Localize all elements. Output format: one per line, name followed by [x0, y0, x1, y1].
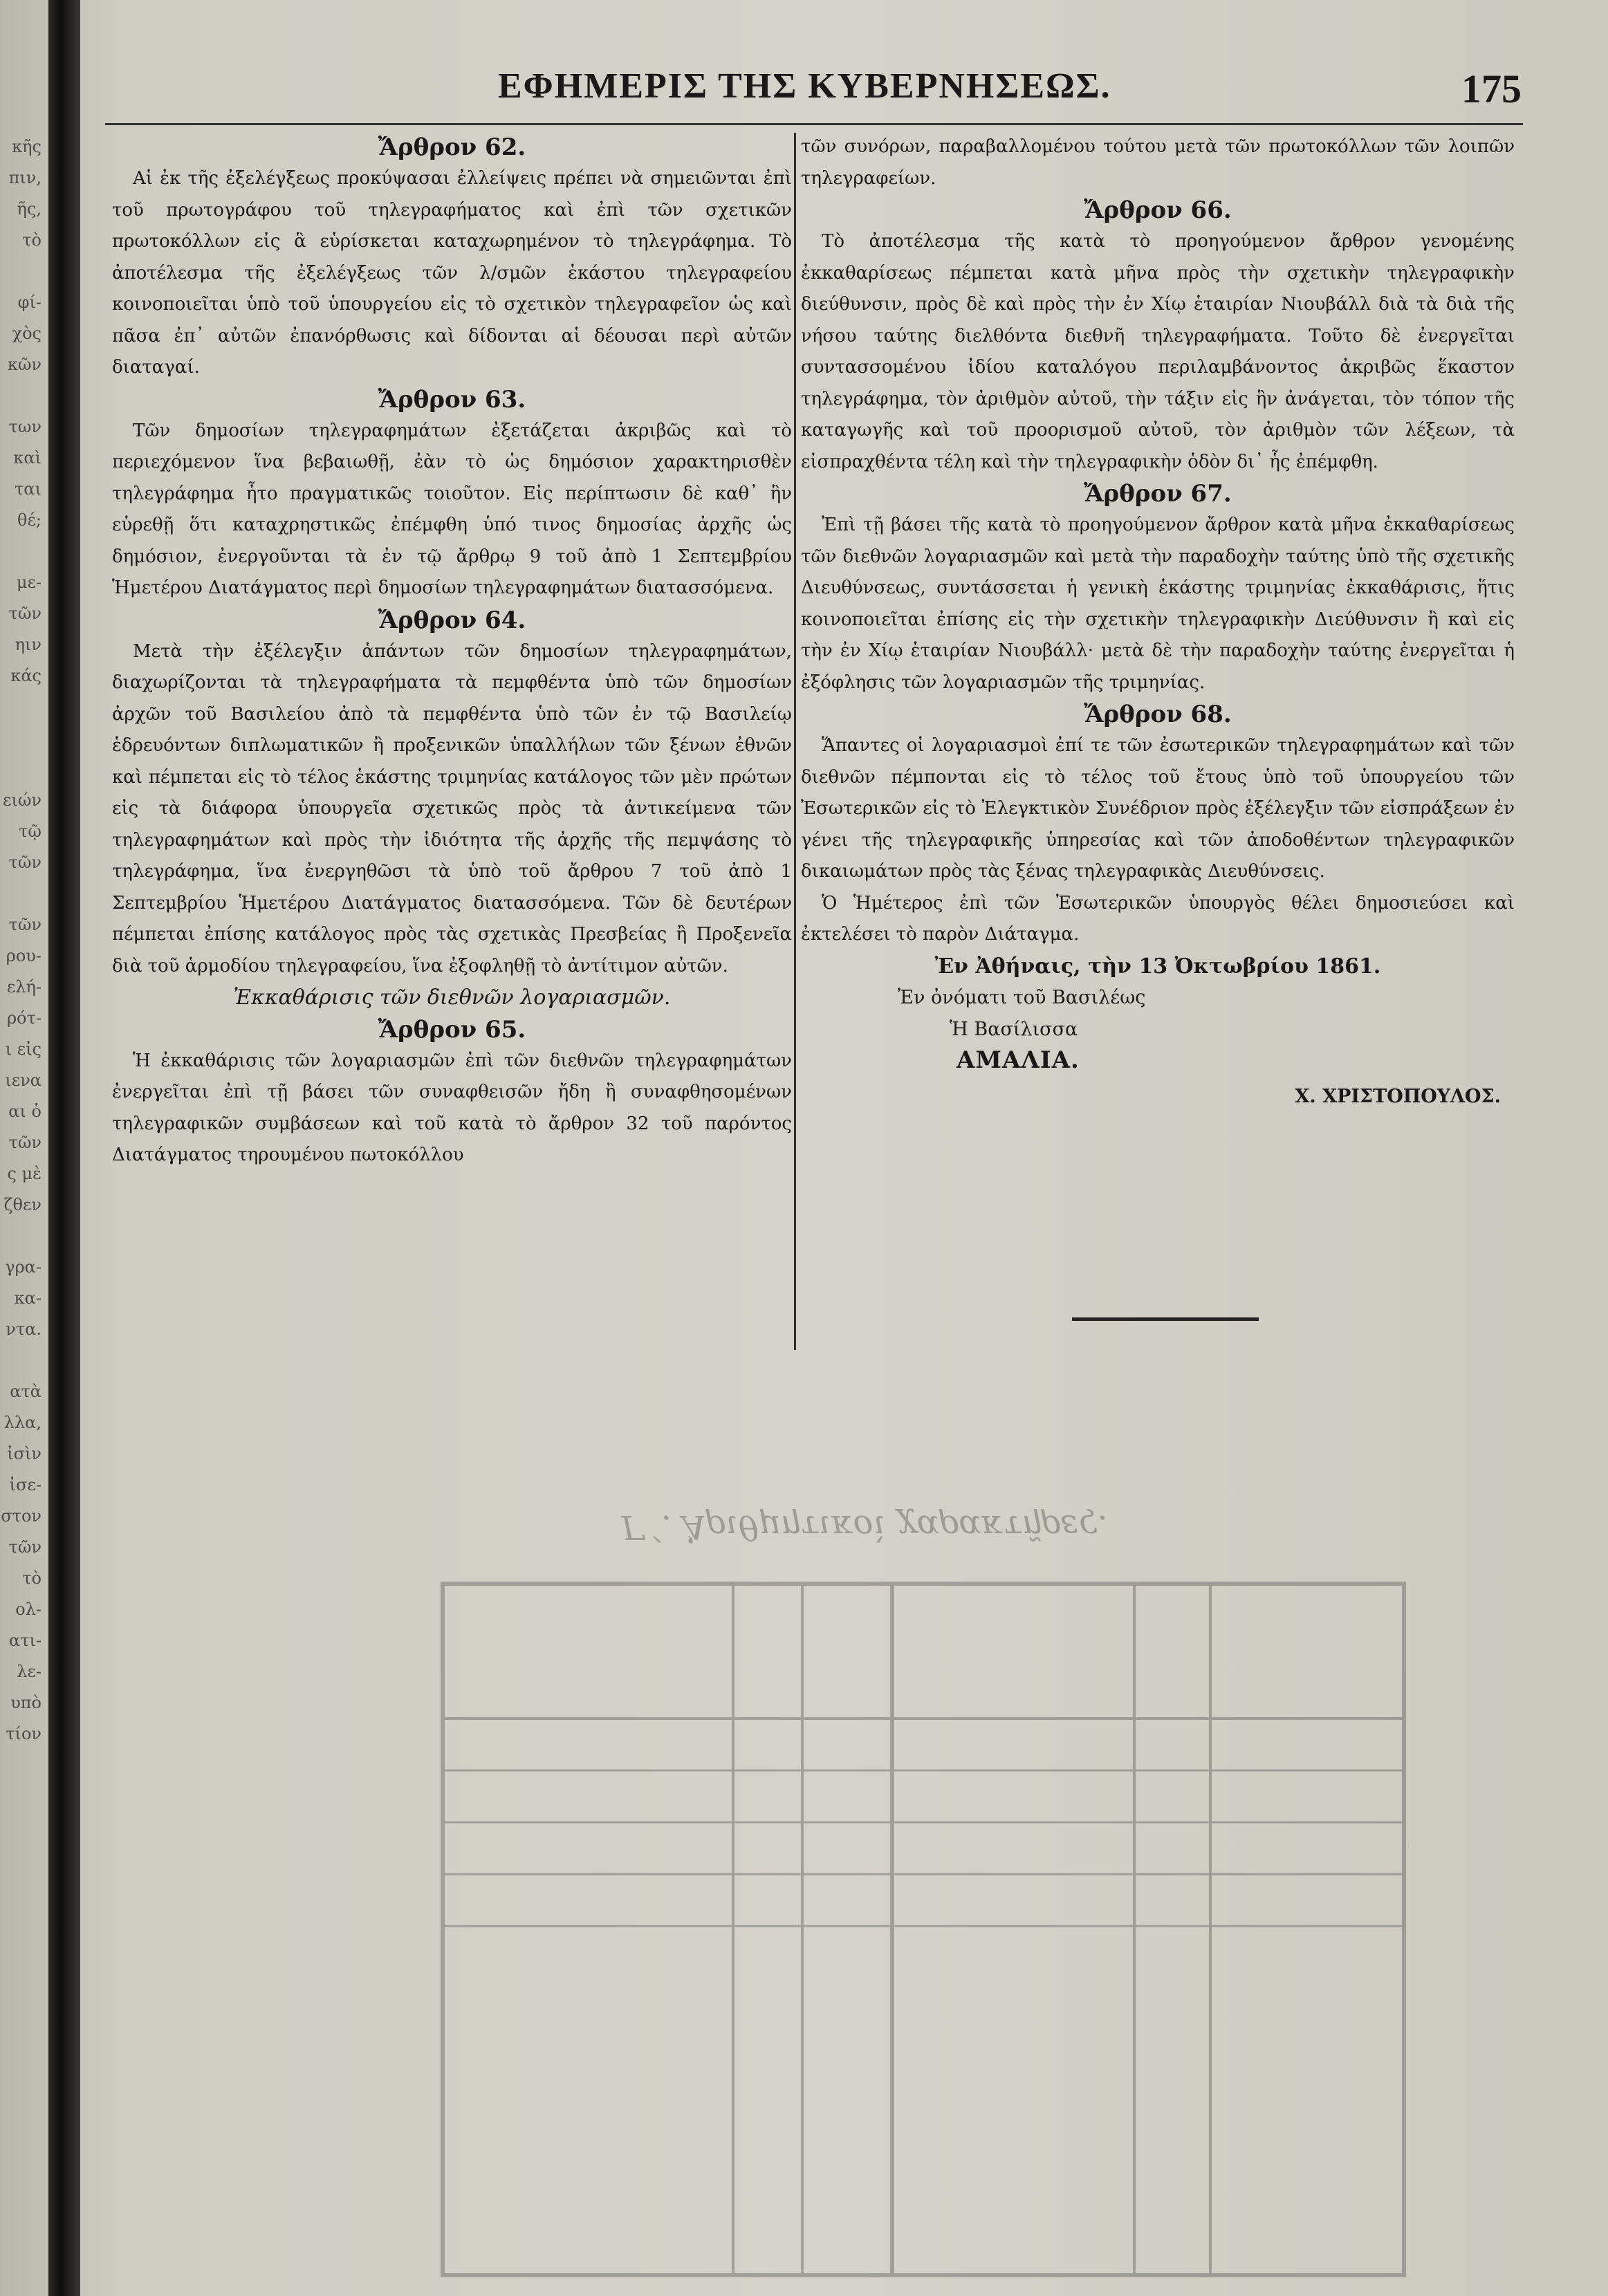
margin-fragment: των	[8, 417, 41, 436]
continued-text: τῶν συνόρων, παραβαλλομένου τούτου μετὰ τῶν πρωτοκόλλων τῶν λοιπῶν τηλεγραφείων.	[801, 136, 1515, 189]
margin-fragment: κα-	[14, 1288, 41, 1308]
margin-fragment	[0, 723, 46, 754]
margin-fragment: ατὰ	[10, 1382, 41, 1401]
left-column	[112, 131, 792, 1172]
bleed-through-table	[443, 1584, 1404, 2275]
margin-fragment: τὸ	[22, 1568, 41, 1588]
margin-fragment: γρα-	[5, 1257, 41, 1277]
margin-fragment	[0, 536, 46, 567]
margin-fragment: τίον	[6, 1724, 41, 1743]
margin-fragment: ῆς,	[17, 199, 41, 219]
margin-fragment: στον	[1, 1506, 41, 1526]
margin-fragment	[0, 380, 46, 411]
margin-fragment: κῶν	[7, 355, 41, 374]
article-66-text: Τὸ ἀποτέλεσμα τῆς κατὰ τὸ προηγούμενον ἄρθρον γενομένης ἐκκαθαρίσεως πέμπεται κατὰ μῆνα πρὸς τὴν σχετικὴν τηλεγραφικὴν διεύθυνσιν, πρὸς δὲ καὶ πρὸς τὴν ἐν Χίῳ ἑταιρίαν Νιουβάλλ διὰ τὰ διὰ τῆς νήσου ταύτης διελθόντα διεθνῆ τηλεγραφήματα. Τοῦτο δὲ ἐνεργεῖται συντασσομένου ἰδίου καταλόγου περιλαμβάνοντος ἀκριβῶς ἕκαστον τηλεγράφημα, τὸν ἀριθμὸν αὐτοῦ, τὴν τάξιν εἰς ἣν ἀνάγεται, τὸν τόπον τῆς καταγωγῆς καὶ τοῦ προορισμοῦ αὐτοῦ, τὸν ἀριθμὸν τῶν λέξεων, τὰ εἰσπραχθέντα τέλη καὶ τὴν τηλεγραφικὴν ὁδὸν δι᾽ ἧς ἐπέμφθη.	[801, 231, 1515, 472]
signature-queen: ΑΜΑΛΙΑ.	[957, 1046, 1080, 1074]
article-67-title: Ἄρθρον 67.	[1084, 480, 1232, 508]
margin-fragment: ειών	[2, 790, 41, 810]
margin-fragment: ται	[15, 479, 41, 499]
bleed-through-heading: Γ΄. Ἀριθμητικοὶ χαρακτῆρες.	[621, 1508, 1108, 1546]
margin-fragment	[0, 1345, 46, 1376]
article-65-title: Ἄρθρον 65.	[378, 1015, 526, 1044]
margin-fragment: ντα.	[6, 1320, 41, 1339]
margin-fragment	[0, 1221, 46, 1252]
margin-fragment: ιενα	[5, 1071, 41, 1090]
header-rule	[105, 123, 1523, 125]
article-68-text: Ἅπαντες οἱ λογαριασμοὶ ἐπί τε τῶν ἐσωτερικῶν τηλεγραφημάτων καὶ τῶν διεθνῶν πέμπονται εἰς τὸ τέλος τοῦ ἔτους ὑπὸ τοῦ ὑπουργείου τῶν Ἐσωτερικῶν εἰς τὸ Ἐλεγκτικὸν Συνέδριον πρὸς ἐξέλεγξιν τῶν εἰσπράξεων ἐν γένει τῆς τηλεγραφικῆς ὑπηρεσίας καὶ τῶν ἀποδοθέντων τηλεγραφικῶν δικαιωμάτων πρὸς τὰς ξένας τηλεγραφικὰς Διευθύνσεις.	[801, 735, 1515, 882]
signature-line-1: Ἐν ὀνόματι τοῦ Βασιλέως	[898, 987, 1146, 1008]
margin-fragment: τῶν	[8, 853, 41, 872]
book-spine	[48, 0, 80, 2296]
article-67-text: Ἐπὶ τῇ βάσει τῆς κατὰ τὸ προηγούμενον ἄρθρον κατὰ μῆνα ἐκκαθαρίσεως τῶν διεθνῶν λογαριασμῶν καὶ μετὰ τὴν παραδοχὴν ταύτης ὑπὸ τῆς σχετικῆς Διευθύνσεως, συντάσσεται ἡ γενικὴ ἑκάστης τριμηνίας ἐκκαθάρισις, ἥτις κοινοποιεῖται ἐπίσης εἰς τὴν σχετικὴν τηλεγραφικὴν Διεύθυνσιν ἢ καὶ εἰς τὴν ἐν Χίῳ ἑταιρίαν Νιουβάλλ· μετὰ δὲ τὴν παραδοχὴν ταύτης ἐνεργεῖται ἡ ἐξόφλησις τῶν λογαριασμῶν τῆς τριμηνίας.	[801, 515, 1515, 693]
margin-fragment: ἰσε-	[9, 1475, 41, 1494]
margin-fragment: θέ;	[17, 510, 41, 530]
margin-fragment: τῶν	[8, 604, 41, 623]
article-62-text: Αἱ ἐκ τῆς ἐξελέγξεως προκύψασαι ἐλλείψεις πρέπει νὰ σημειῶνται ἐπὶ τοῦ πρωτογράφου τοῦ τηλεγραφήματος καὶ ἐπὶ τῶν σχετικῶν πρωτοκόλλων εἰς ἃ εὑρίσκεται καταχωρημένον τὸ τηλεγράφημα. Τὸ ἀποτέλεσμα τῆς ἐξελέγξεως τῶν λ/σμῶν ἑκάστου τηλεγραφείου κοινοποιεῖται ὑπὸ τοῦ ὑπουργείου εἰς τὸ σχετικὸν τηλεγραφεῖον ὡς καὶ πᾶσα ἐπ᾽ αὐτῶν ἐπανόρθωσις καὶ δίδονται αἱ δέουσαι περὶ αὐτῶν διαταγαί.	[112, 168, 792, 378]
article-68-title: Ἄρθρον 68.	[1084, 701, 1232, 728]
margin-fragment: τῶν	[8, 915, 41, 934]
article-66-title: Ἄρθρον 66.	[1084, 196, 1232, 224]
margin-fragment: τῶν	[8, 1133, 41, 1152]
margin-fragment: φί-	[17, 293, 41, 312]
margin-fragment: ζθεν	[3, 1195, 41, 1214]
margin-fragment: τῶν	[8, 1537, 41, 1557]
margin-fragment: ρου-	[6, 946, 41, 965]
margin-fragment	[0, 256, 46, 287]
margin-fragment: λλα,	[3, 1413, 41, 1432]
page-header	[498, 66, 1522, 114]
article-62-title: Ἄρθρον 62.	[378, 133, 526, 161]
margin-fragment: ατι-	[8, 1631, 41, 1650]
margin-fragment: κῆς	[12, 137, 41, 156]
signature-minister: Χ. ΧΡΙΣΤΟΠΟΥΛΟΣ.	[1295, 1085, 1501, 1107]
margin-fragment: αι ὁ	[8, 1102, 41, 1121]
section-heading: Ἐκκαθάρισις τῶν διεθνῶν λογαριασμῶν.	[233, 985, 671, 1010]
margin-fragment: πιν,	[8, 168, 41, 187]
article-64-text: Μετὰ τὴν ἐξέλεγξιν ἁπάντων τῶν δημοσίων τηλεγραφημάτων, διαχωρίζονται τὰ τηλεγραφήματα τὰ πεμφθέντα ὑπὸ τῶν δημοσίων ἀρχῶν τοῦ Βασιλείου ἀπὸ τὰ πεμφθέντα ὑπὸ τῶν ἐν τῷ Βασιλείῳ ἑδρευόντων διπλωματικῶν ἢ προξενικῶν ὑπαλλήλων τῶν ξένων ἐθνῶν καὶ πέμπεται εἰς τὸ τέλος ἑκάστης τριμηνίας κατάλογος τῶν μὲν πρώτων εἰς τὰ διάφορα ὑπουργεῖα σχετικῶς πρὸς τὰ ἀντικείμενα τῶν τηλεγραφημάτων καὶ πρὸς τὴν ἰδιότητα τῆς ἀρχῆς τῆς πεμψάσης τὸ τηλεγράφημα, ἵνα ἐνεργηθῶσι τὰ ὑπὸ τοῦ ἄρθρου 7 τοῦ ἀπὸ 1 Σεπτεμβρίου Ἡμετέρου Διατάγματος διατασσόμενα. Τῶν δὲ δευτέρων πέμπεται ἐπίσης κατάλογος πρὸς τὰς σχετικὰς Πρεσβείας ἢ Προξενεῖα διὰ τοῦ ἁρμοδίου τηλεγραφείου, ἵνα ἐξοφληθῇ τὸ ἀντίτιμον αὐτῶν.	[112, 640, 792, 976]
margin-fragment: ολ-	[15, 1600, 41, 1619]
margin-fragment: ς μὲ	[7, 1164, 41, 1183]
margin-fragment: ηιν	[15, 635, 41, 654]
margin-fragment: τῷ	[19, 822, 41, 841]
margin-fragment	[0, 754, 46, 785]
margin-fragment: ι εἰς	[5, 1039, 41, 1059]
date-line: Ἐν Ἀθήναις, τὴν 13 Ὀκτωβρίου 1861.	[934, 954, 1381, 979]
closing-text: Ὁ Ἡμέτερος ἐπὶ τῶν Ἐσωτερικῶν ὑπουργὸς θέλει δημοσιεύσει καὶ ἐκτελέσει τὸ παρὸν Διάταγμα.	[801, 892, 1515, 945]
margin-fragment	[0, 878, 46, 909]
page-number: 175	[1461, 66, 1522, 111]
article-63-text: Τῶν δημοσίων τηλεγραφημάτων ἐξετάζεται ἀκριβῶς καὶ τὸ περιεχόμενον ἵνα βεβαιωθῇ, ἐὰν τὸ ὡς δημόσιον χαρακτηρισθὲν τηλεγράφημα ἦτο πραγματικῶς τοιοῦτον. Εἰς περίπτωσιν δὲ καθ᾽ ἣν εὑρεθῇ ὅτι καταχρηστικῶς ἐπέμφθη ὑπό τινος δημοσίας ἀρχῆς ὡς δημόσιον, ἐνεργοῦνται τὰ ἐν τῷ ἄρθρῳ 9 τοῦ ἀπὸ 1 Σεπτεμβρίου Ἡμετέρου Διατάγματος περὶ δημοσίων τηλεγραφημάτων διατασσόμενα.	[112, 420, 792, 598]
facing-page-margin	[0, 131, 46, 1743]
margin-fragment: κάς	[10, 666, 41, 685]
article-63-title: Ἄρθρον 63.	[378, 385, 526, 414]
margin-fragment: τὸ	[22, 230, 41, 250]
margin-fragment: ελή-	[6, 977, 41, 997]
margin-fragment: ἰσὶν	[7, 1444, 41, 1463]
article-65-text: Ἡ ἐκκαθάρισις τῶν λογαριασμῶν ἐπὶ τῶν διεθνῶν τηλεγραφημάτων ἐνεργεῖται ἐπὶ τῇ βάσει τῶν συναφθεισῶν ἤδη ἢ συναφθησομένων τηλεγραφικῶν συμβάσεων καὶ τοῦ κατὰ τὸ ἄρθρον 32 τοῦ παρόντος Διατάγματος τηρουμένου πωτοκόλλου	[112, 1050, 792, 1165]
margin-fragment: υπὸ	[10, 1693, 41, 1712]
article-64-title: Ἄρθρον 64.	[378, 606, 526, 634]
margin-fragment: λε-	[17, 1662, 41, 1681]
margin-fragment: με-	[16, 573, 41, 592]
gazette-title: ΕΦΗΜΕΡΙΣ ΤΗΣ ΚΥΒΕΡΝΗΣΕΩΣ.	[498, 66, 1111, 106]
margin-fragment: χὸς	[12, 324, 41, 343]
closing-rule	[1072, 1317, 1259, 1321]
right-column	[801, 131, 1515, 1112]
signature-line-2: Ἡ Βασίλισσα	[950, 1018, 1078, 1040]
margin-fragment: καὶ	[13, 448, 41, 467]
column-divider	[794, 133, 796, 1350]
margin-fragment: ρότ-	[7, 1008, 41, 1028]
margin-fragment	[0, 692, 46, 723]
